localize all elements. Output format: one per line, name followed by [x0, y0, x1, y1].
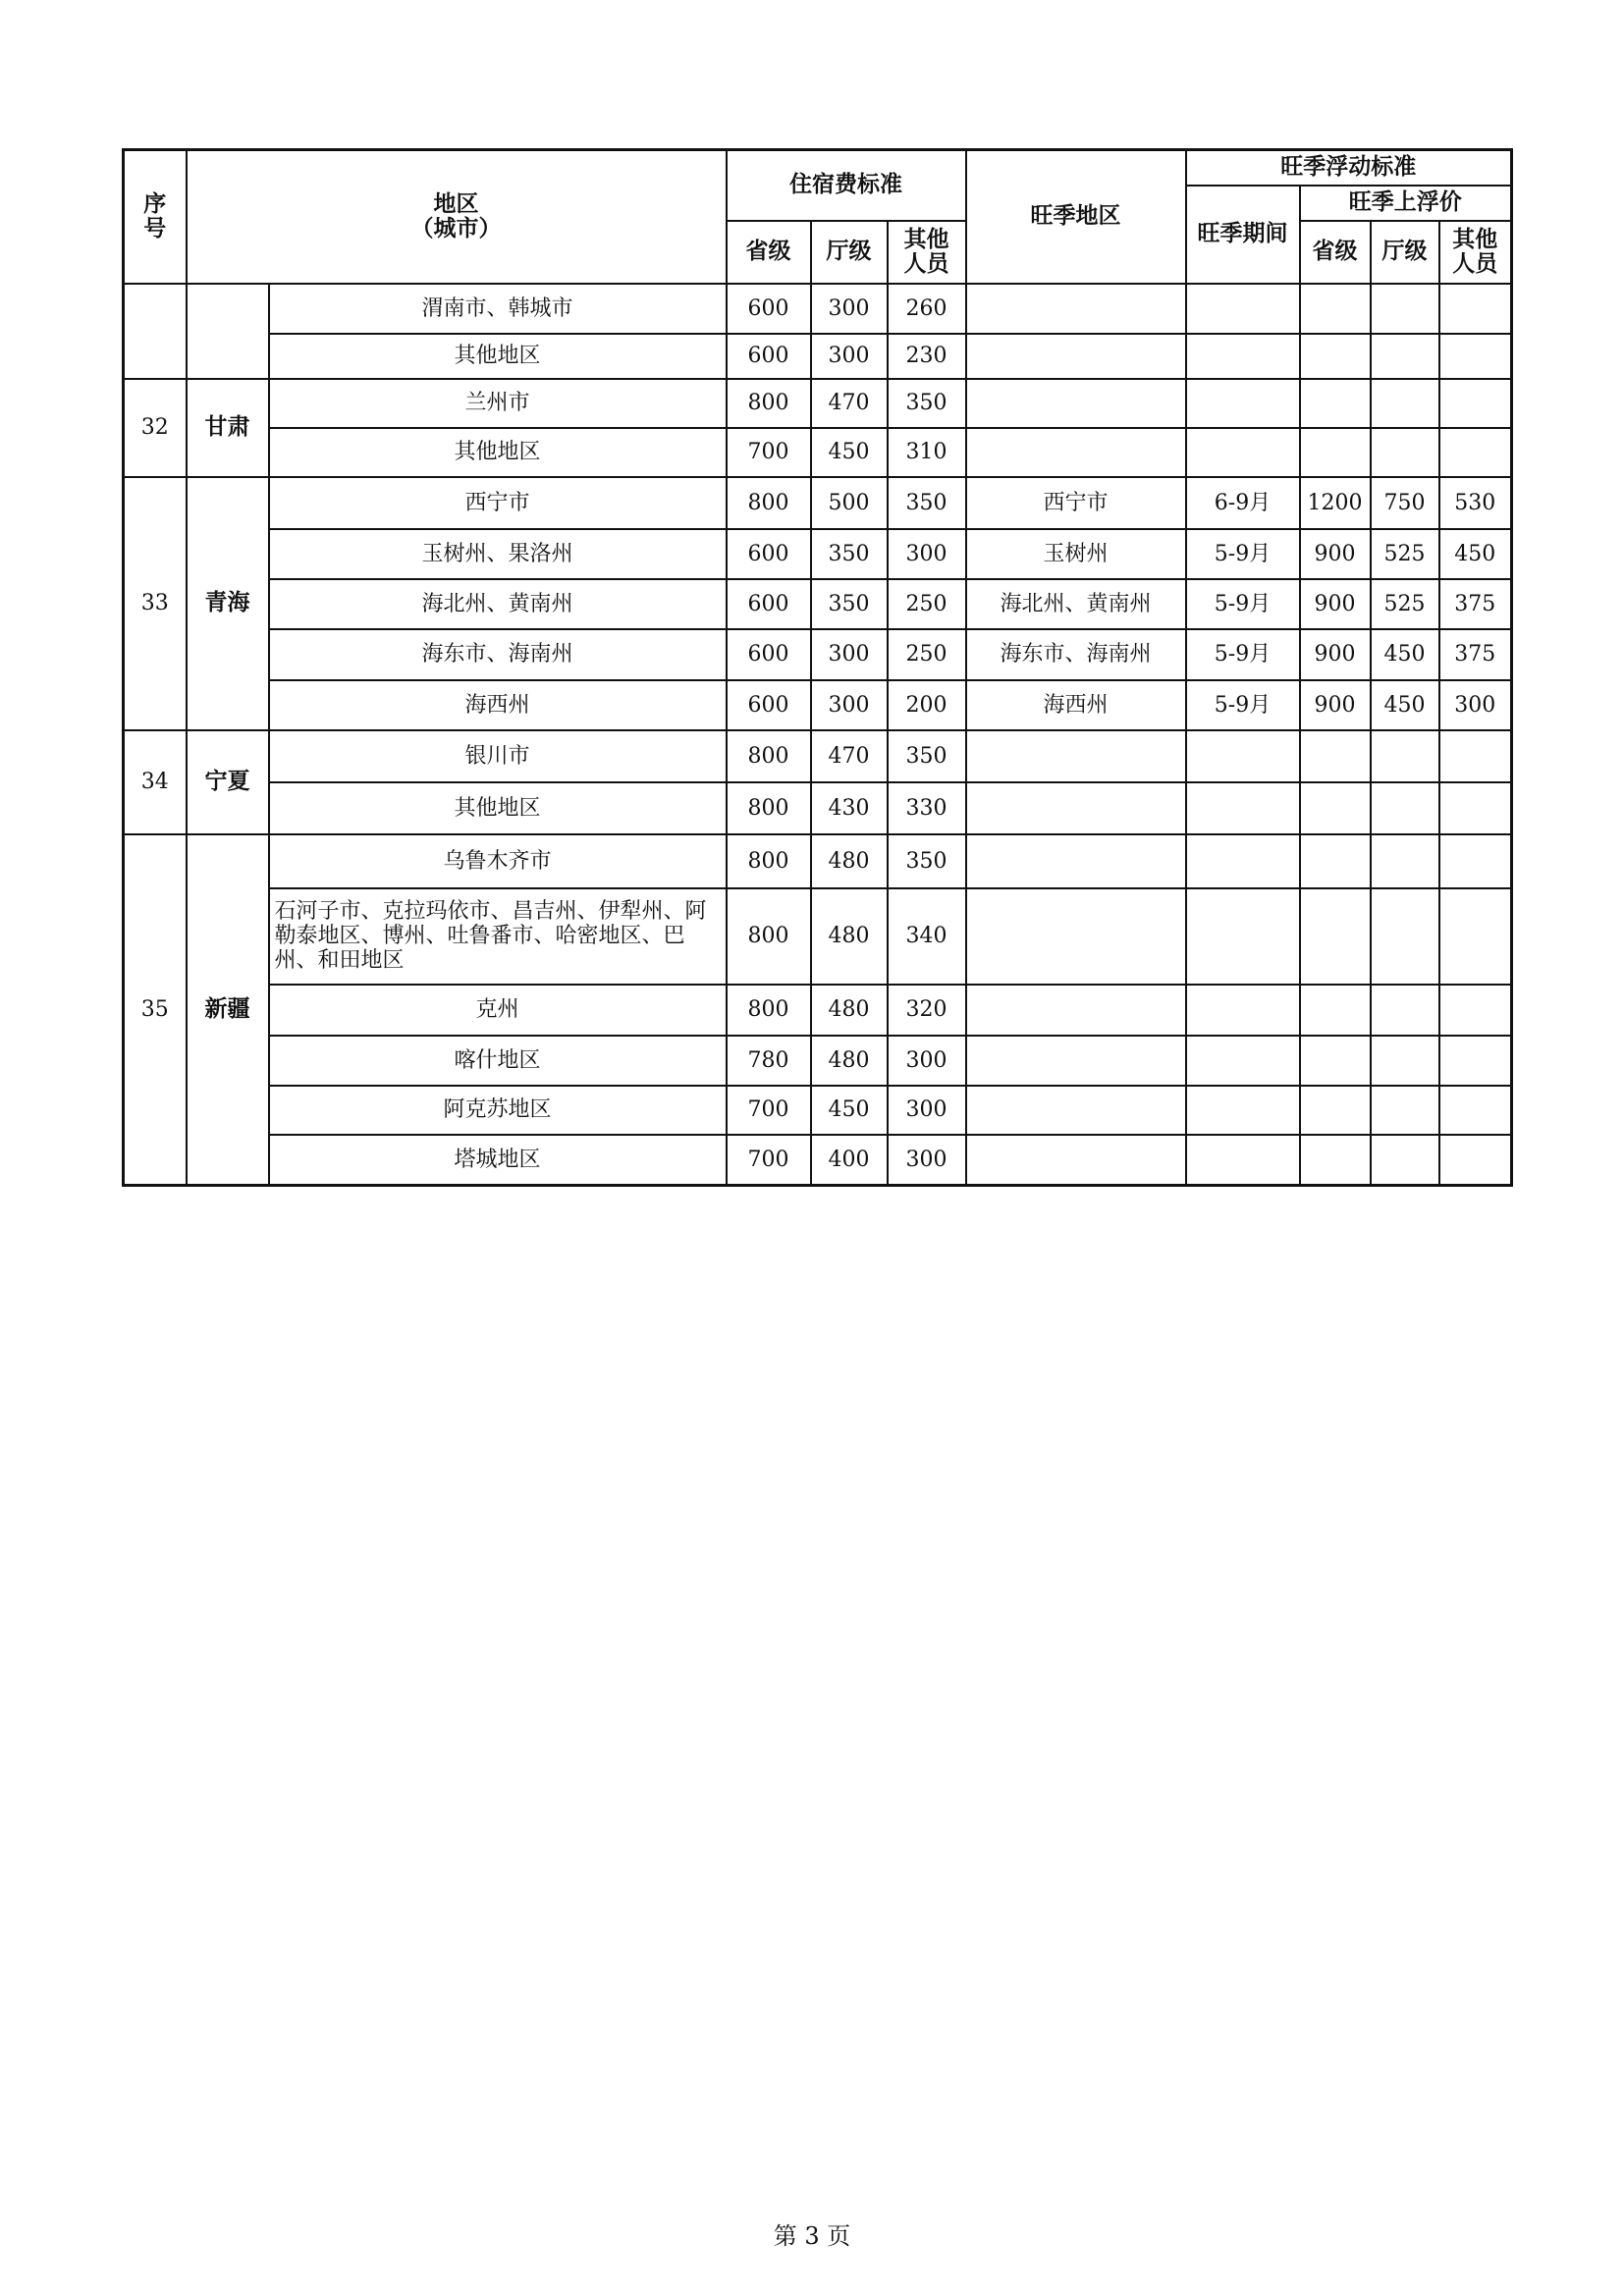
peak-others-cell — [1439, 379, 1512, 428]
city-cell: 渭南市、韩城市 — [269, 284, 727, 334]
peak-provincial-cell — [1300, 284, 1371, 334]
peak-department-cell: 450 — [1371, 629, 1439, 680]
peak-others-cell — [1439, 428, 1512, 477]
provincial-rate-cell: 600 — [727, 529, 811, 579]
peak-region-cell — [966, 334, 1186, 379]
province-cell: 宁夏 — [187, 730, 269, 834]
peak-others-cell — [1439, 730, 1512, 782]
peak-provincial-cell — [1300, 379, 1371, 428]
provincial-rate-cell: 800 — [727, 888, 811, 985]
peak-others-cell — [1439, 1135, 1512, 1186]
peak-provincial-cell — [1300, 1135, 1371, 1186]
provincial-rate-cell: 800 — [727, 985, 811, 1036]
peak-period-cell — [1186, 1135, 1300, 1186]
header-provincial: 省级 — [727, 221, 811, 284]
department-rate-cell: 400 — [811, 1135, 888, 1186]
table-row — [124, 629, 1512, 680]
table-row — [124, 1135, 1512, 1186]
city-cell: 乌鲁木齐市 — [269, 834, 727, 888]
department-rate-cell: 430 — [811, 782, 888, 834]
department-rate-cell: 300 — [811, 680, 888, 730]
peak-provincial-cell: 900 — [1300, 579, 1371, 629]
peak-region-cell: 西宁市 — [966, 477, 1186, 529]
peak-department-cell — [1371, 1135, 1439, 1186]
others-rate-cell: 250 — [888, 579, 966, 629]
department-rate-cell: 470 — [811, 379, 888, 428]
others-rate-cell: 300 — [888, 1135, 966, 1186]
peak-provincial-cell: 900 — [1300, 629, 1371, 680]
peak-period-cell — [1186, 428, 1300, 477]
peak-period-cell — [1186, 1036, 1300, 1086]
others-rate-cell: 320 — [888, 985, 966, 1036]
department-rate-cell: 470 — [811, 730, 888, 782]
table-row — [124, 379, 1512, 428]
peak-period-cell: 6-9月 — [1186, 477, 1300, 529]
peak-region-cell: 海东市、海南州 — [966, 629, 1186, 680]
province-cell: 甘肃 — [187, 379, 269, 477]
page-number: 第 3 页 — [773, 2222, 851, 2250]
peak-region-cell — [966, 730, 1186, 782]
provincial-rate-cell: 600 — [727, 284, 811, 334]
provincial-rate-cell: 780 — [727, 1036, 811, 1086]
table-row — [124, 334, 1512, 379]
peak-period-cell: 5-9月 — [1186, 529, 1300, 579]
header-peak-others: 其他 人员 — [1439, 221, 1512, 284]
peak-region-cell — [966, 284, 1186, 334]
peak-others-cell: 375 — [1439, 579, 1512, 629]
peak-period-cell — [1186, 334, 1300, 379]
peak-others-cell — [1439, 1036, 1512, 1086]
peak-department-cell — [1371, 1086, 1439, 1135]
table-body — [124, 284, 1512, 1186]
provincial-rate-cell: 600 — [727, 680, 811, 730]
peak-department-cell — [1371, 888, 1439, 985]
others-rate-cell: 330 — [888, 782, 966, 834]
city-cell: 克州 — [269, 985, 727, 1036]
city-cell: 兰州市 — [269, 379, 727, 428]
province-cell: 新疆 — [187, 834, 269, 1186]
header-peak-markup: 旺季上浮价 — [1300, 186, 1512, 221]
city-cell: 其他地区 — [269, 334, 727, 379]
table-row — [124, 428, 1512, 477]
header-peak-department: 厅级 — [1371, 221, 1439, 284]
peak-region-cell — [966, 888, 1186, 985]
city-cell: 西宁市 — [269, 477, 727, 529]
city-cell: 其他地区 — [269, 428, 727, 477]
provincial-rate-cell: 600 — [727, 629, 811, 680]
peak-region-cell — [966, 1135, 1186, 1186]
department-rate-cell: 480 — [811, 985, 888, 1036]
table-row — [124, 284, 1512, 334]
peak-period-cell — [1186, 379, 1300, 428]
city-cell: 塔城地区 — [269, 1135, 727, 1186]
peak-provincial-cell — [1300, 1036, 1371, 1086]
province-cell: 青海 — [187, 477, 269, 730]
peak-period-cell — [1186, 284, 1300, 334]
provincial-rate-cell: 600 — [727, 579, 811, 629]
header-seq: 序 号 — [124, 150, 187, 284]
seq-cell: 35 — [124, 834, 187, 1186]
peak-department-cell — [1371, 730, 1439, 782]
table-row — [124, 730, 1512, 782]
department-rate-cell: 350 — [811, 579, 888, 629]
provincial-rate-cell: 800 — [727, 782, 811, 834]
peak-others-cell: 375 — [1439, 629, 1512, 680]
header-others: 其他 人员 — [888, 221, 966, 284]
department-rate-cell: 350 — [811, 529, 888, 579]
table-row — [124, 834, 1512, 888]
peak-period-cell — [1186, 730, 1300, 782]
city-cell: 海北州、黄南州 — [269, 579, 727, 629]
peak-region-cell — [966, 428, 1186, 477]
peak-department-cell — [1371, 379, 1439, 428]
peak-provincial-cell — [1300, 834, 1371, 888]
peak-provincial-cell — [1300, 985, 1371, 1036]
peak-provincial-cell — [1300, 782, 1371, 834]
provincial-rate-cell: 800 — [727, 379, 811, 428]
peak-others-cell — [1439, 782, 1512, 834]
department-rate-cell: 480 — [811, 888, 888, 985]
peak-provincial-cell — [1300, 334, 1371, 379]
header-lodging-standard: 住宿费标准 — [727, 150, 966, 221]
peak-provincial-cell — [1300, 428, 1371, 477]
others-rate-cell: 300 — [888, 529, 966, 579]
peak-department-cell: 450 — [1371, 680, 1439, 730]
others-rate-cell: 350 — [888, 379, 966, 428]
city-cell: 海西州 — [269, 680, 727, 730]
peak-region-cell — [966, 782, 1186, 834]
city-cell: 银川市 — [269, 730, 727, 782]
header-peak-period: 旺季期间 — [1186, 186, 1300, 284]
peak-period-cell: 5-9月 — [1186, 579, 1300, 629]
provincial-rate-cell: 800 — [727, 834, 811, 888]
peak-department-cell: 525 — [1371, 579, 1439, 629]
peak-region-cell: 玉树州 — [966, 529, 1186, 579]
peak-others-cell: 450 — [1439, 529, 1512, 579]
peak-others-cell: 530 — [1439, 477, 1512, 529]
peak-others-cell — [1439, 334, 1512, 379]
others-rate-cell: 250 — [888, 629, 966, 680]
city-cell: 石河子市、克拉玛依市、昌吉州、伊犁州、阿勒泰地区、博州、吐鲁番市、哈密地区、巴州、和田地区 — [269, 888, 727, 985]
others-rate-cell: 230 — [888, 334, 966, 379]
header-peak-provincial: 省级 — [1300, 221, 1371, 284]
peak-region-cell: 海西州 — [966, 680, 1186, 730]
peak-provincial-cell — [1300, 730, 1371, 782]
peak-department-cell: 525 — [1371, 529, 1439, 579]
peak-others-cell — [1439, 1086, 1512, 1135]
table-row — [124, 477, 1512, 529]
header-peak-float-standard: 旺季浮动标准 — [1186, 150, 1512, 186]
table-row — [124, 529, 1512, 579]
others-rate-cell: 200 — [888, 680, 966, 730]
table-row — [124, 782, 1512, 834]
peak-department-cell — [1371, 985, 1439, 1036]
peak-provincial-cell — [1300, 888, 1371, 985]
others-rate-cell: 350 — [888, 834, 966, 888]
city-cell: 阿克苏地区 — [269, 1086, 727, 1135]
provincial-rate-cell: 800 — [727, 730, 811, 782]
provincial-rate-cell: 700 — [727, 1086, 811, 1135]
table-row — [124, 985, 1512, 1036]
seq-cell: 34 — [124, 730, 187, 834]
peak-department-cell — [1371, 284, 1439, 334]
others-rate-cell: 310 — [888, 428, 966, 477]
table-row — [124, 1036, 1512, 1086]
peak-region-cell — [966, 379, 1186, 428]
peak-provincial-cell: 900 — [1300, 680, 1371, 730]
peak-region-cell: 海北州、黄南州 — [966, 579, 1186, 629]
header-peak-region: 旺季地区 — [966, 150, 1186, 284]
department-rate-cell: 480 — [811, 1036, 888, 1086]
peak-region-cell — [966, 985, 1186, 1036]
department-rate-cell: 500 — [811, 477, 888, 529]
peak-region-cell — [966, 834, 1186, 888]
lodging-standards-table — [122, 148, 1513, 1187]
department-rate-cell: 300 — [811, 629, 888, 680]
peak-provincial-cell: 900 — [1300, 529, 1371, 579]
peak-others-cell — [1439, 888, 1512, 985]
province-cell — [187, 284, 269, 379]
peak-department-cell — [1371, 1036, 1439, 1086]
peak-region-cell — [966, 1086, 1186, 1135]
peak-department-cell: 750 — [1371, 477, 1439, 529]
provincial-rate-cell: 600 — [727, 334, 811, 379]
city-cell: 玉树州、果洛州 — [269, 529, 727, 579]
peak-provincial-cell: 1200 — [1300, 477, 1371, 529]
provincial-rate-cell: 700 — [727, 1135, 811, 1186]
table-row — [124, 579, 1512, 629]
peak-others-cell — [1439, 985, 1512, 1036]
peak-department-cell — [1371, 428, 1439, 477]
others-rate-cell: 340 — [888, 888, 966, 985]
peak-others-cell: 300 — [1439, 680, 1512, 730]
provincial-rate-cell: 700 — [727, 428, 811, 477]
header-region: 地区 （城市） — [187, 150, 727, 284]
city-cell: 喀什地区 — [269, 1036, 727, 1086]
others-rate-cell: 260 — [888, 284, 966, 334]
peak-department-cell — [1371, 782, 1439, 834]
peak-period-cell — [1186, 782, 1300, 834]
seq-cell — [124, 284, 187, 379]
others-rate-cell: 300 — [888, 1086, 966, 1135]
department-rate-cell: 300 — [811, 284, 888, 334]
table-row — [124, 888, 1512, 985]
others-rate-cell: 350 — [888, 477, 966, 529]
header-department: 厅级 — [811, 221, 888, 284]
city-cell: 其他地区 — [269, 782, 727, 834]
department-rate-cell: 480 — [811, 834, 888, 888]
others-rate-cell: 350 — [888, 730, 966, 782]
department-rate-cell: 450 — [811, 1086, 888, 1135]
peak-period-cell — [1186, 985, 1300, 1036]
table-row — [124, 1086, 1512, 1135]
peak-others-cell — [1439, 834, 1512, 888]
others-rate-cell: 300 — [888, 1036, 966, 1086]
provincial-rate-cell: 800 — [727, 477, 811, 529]
peak-department-cell — [1371, 334, 1439, 379]
department-rate-cell: 450 — [811, 428, 888, 477]
peak-period-cell — [1186, 834, 1300, 888]
peak-period-cell — [1186, 888, 1300, 985]
peak-region-cell — [966, 1036, 1186, 1086]
peak-department-cell — [1371, 834, 1439, 888]
peak-period-cell — [1186, 1086, 1300, 1135]
peak-period-cell: 5-9月 — [1186, 629, 1300, 680]
peak-period-cell: 5-9月 — [1186, 680, 1300, 730]
seq-cell: 32 — [124, 379, 187, 477]
seq-cell: 33 — [124, 477, 187, 730]
table-row — [124, 680, 1512, 730]
city-cell: 海东市、海南州 — [269, 629, 727, 680]
department-rate-cell: 300 — [811, 334, 888, 379]
peak-others-cell — [1439, 284, 1512, 334]
peak-provincial-cell — [1300, 1086, 1371, 1135]
